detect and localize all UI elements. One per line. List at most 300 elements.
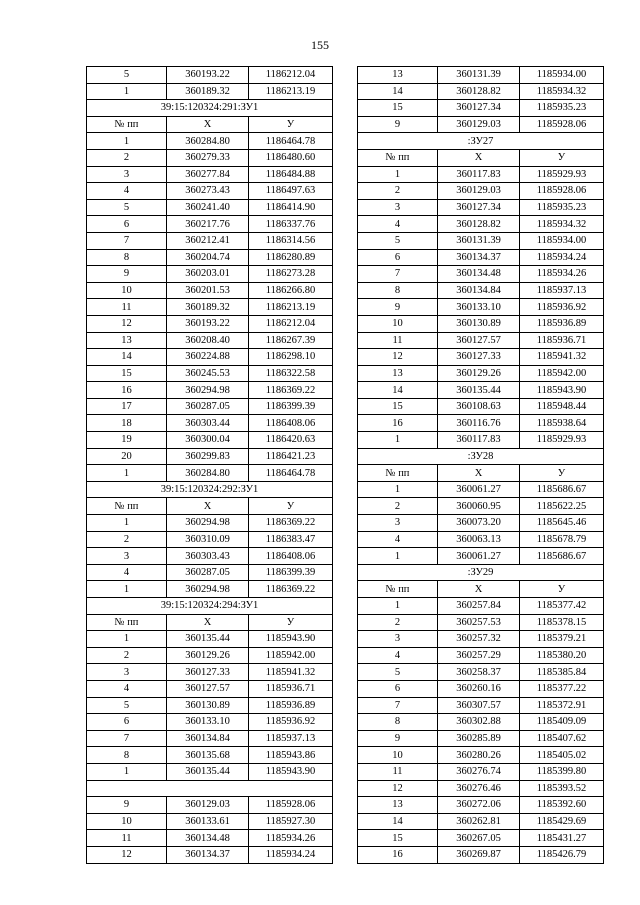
parcel-heading-row: [87, 598, 333, 615]
table-cell: 4: [87, 680, 167, 697]
table-row: [358, 747, 604, 764]
table-cell: 360257.53: [438, 614, 520, 631]
table-cell: 360257.84: [438, 598, 520, 615]
table-cell: 1185938.64: [520, 415, 604, 432]
table-cell: 1185622.25: [520, 498, 604, 515]
table-cell: 360135.44: [167, 763, 249, 780]
table-cell: 5: [358, 232, 438, 249]
table-cell: 360127.33: [167, 664, 249, 681]
table-cell: 14: [358, 382, 438, 399]
table-cell: 1185936.71: [249, 680, 333, 697]
table-cell: 12: [87, 846, 167, 863]
table-row: [358, 763, 604, 780]
table-row: [358, 415, 604, 432]
table-cell: 1185393.52: [520, 780, 604, 797]
table-cell: 1185927.30: [249, 813, 333, 830]
table-cell: 12: [358, 349, 438, 366]
table-row: [358, 332, 604, 349]
table-cell: 15: [358, 100, 438, 117]
table-row: [358, 548, 604, 565]
table-cell: 9: [87, 266, 167, 283]
table-cell: 360131.39: [438, 67, 520, 84]
blank-cell: [87, 780, 333, 797]
table-row: [87, 515, 333, 532]
parcel-heading-row: [87, 100, 333, 117]
table-cell: 1186212.04: [249, 315, 333, 332]
table-cell: 1186408.06: [249, 415, 333, 432]
table-cell: 360273.43: [167, 183, 249, 200]
table-cell: 1185928.06: [520, 183, 604, 200]
table-cell: 11: [358, 332, 438, 349]
table-cell: 1185409.09: [520, 714, 604, 731]
table-row: [358, 664, 604, 681]
table-cell: 360258.37: [438, 664, 520, 681]
table-cell: 13: [358, 67, 438, 84]
table-row: [87, 846, 333, 863]
table-row: [87, 315, 333, 332]
table-cell: 1: [87, 631, 167, 648]
table-row: [87, 797, 333, 814]
table-cell: 1: [358, 166, 438, 183]
table-cell: 6: [87, 714, 167, 731]
table-cell: 360135.68: [167, 747, 249, 764]
table-row: [87, 531, 333, 548]
table-cell: 360287.05: [167, 398, 249, 415]
table-cell: 12: [87, 315, 167, 332]
table-cell: 9: [358, 299, 438, 316]
column-header-cell: № пп: [87, 116, 167, 133]
table-row: [358, 266, 604, 283]
table-row: [87, 199, 333, 216]
table-row: [358, 398, 604, 415]
table-cell: 360134.48: [167, 830, 249, 847]
table-cell: 3: [358, 199, 438, 216]
table-cell: 1185935.23: [520, 199, 604, 216]
table-cell: 11: [87, 830, 167, 847]
table-cell: 11: [87, 299, 167, 316]
table-cell: 15: [358, 830, 438, 847]
table-row: [358, 116, 604, 133]
table-cell: 7: [358, 266, 438, 283]
table-cell: 1185372.91: [520, 697, 604, 714]
table-cell: 1: [87, 581, 167, 598]
table-cell: 360073.20: [438, 515, 520, 532]
table-row: [87, 465, 333, 482]
table-cell: 6: [358, 680, 438, 697]
table-cell: 4: [87, 183, 167, 200]
table-cell: 1185407.62: [520, 730, 604, 747]
parcel-id: :ЗУ27: [358, 133, 604, 150]
column-header-cell: Х: [167, 498, 249, 515]
table-cell: 1185929.93: [520, 432, 604, 449]
table-cell: 1185377.42: [520, 598, 604, 615]
table-row: [87, 266, 333, 283]
table-cell: 360063.13: [438, 531, 520, 548]
table-cell: 360130.89: [167, 697, 249, 714]
table-cell: 4: [358, 531, 438, 548]
table-cell: 360129.03: [438, 116, 520, 133]
table-cell: 1185429.69: [520, 813, 604, 830]
table-row: [87, 216, 333, 233]
table-row: [87, 747, 333, 764]
table-cell: 1185934.24: [520, 249, 604, 266]
parcel-id: 39:15:120324:292:ЗУ1: [87, 481, 333, 498]
table-cell: 360127.34: [438, 199, 520, 216]
table-row: [87, 149, 333, 166]
table-cell: 1185934.00: [520, 232, 604, 249]
table-row: [358, 498, 604, 515]
table-cell: 360134.37: [438, 249, 520, 266]
table-cell: 10: [358, 747, 438, 764]
table-row: [87, 813, 333, 830]
table-cell: 4: [358, 647, 438, 664]
table-cell: 1185431.27: [520, 830, 604, 847]
table-cell: 360189.32: [167, 299, 249, 316]
table-cell: 360129.26: [167, 647, 249, 664]
table-cell: 360201.53: [167, 282, 249, 299]
table-cell: 15: [358, 398, 438, 415]
table-row: [87, 166, 333, 183]
table-cell: 1185380.20: [520, 647, 604, 664]
table-row: [87, 714, 333, 731]
column-header-cell: № пп: [358, 581, 438, 598]
table-cell: 1185936.92: [520, 299, 604, 316]
table-cell: 360189.32: [167, 83, 249, 100]
parcel-heading-row: [358, 133, 604, 150]
table-row: [358, 680, 604, 697]
table-row: [87, 365, 333, 382]
table-row: [87, 680, 333, 697]
table-cell: 1186408.06: [249, 548, 333, 565]
table-cell: 360193.22: [167, 67, 249, 84]
table-row: [358, 216, 604, 233]
table-row: [87, 647, 333, 664]
column-header-cell: У: [520, 149, 604, 166]
table-cell: 360108.63: [438, 398, 520, 415]
table-cell: 360127.34: [438, 100, 520, 117]
table-cell: 1: [87, 133, 167, 150]
parcel-heading-row: [358, 448, 604, 465]
table-cell: 8: [87, 747, 167, 764]
column-header-cell: Х: [438, 465, 520, 482]
table-row: [358, 697, 604, 714]
table-cell: 5: [358, 664, 438, 681]
table-cell: 1186266.80: [249, 282, 333, 299]
table-row: [358, 631, 604, 648]
table-cell: 1186213.19: [249, 83, 333, 100]
table-cell: 1185929.93: [520, 166, 604, 183]
table-cell: 1: [87, 465, 167, 482]
table-cell: 1186369.22: [249, 515, 333, 532]
table-cell: 360287.05: [167, 564, 249, 581]
table-cell: 1185935.23: [520, 100, 604, 117]
table-cell: 13: [358, 797, 438, 814]
table-cell: 1185941.32: [520, 349, 604, 366]
table-row: [358, 315, 604, 332]
column-header-cell: № пп: [87, 614, 167, 631]
table-cell: 2: [358, 183, 438, 200]
parcel-id: 39:15:120324:291:ЗУ1: [87, 100, 333, 117]
column-header-row: [87, 498, 333, 515]
table-cell: 1186273.28: [249, 266, 333, 283]
table-cell: 360061.27: [438, 481, 520, 498]
table-row: [358, 232, 604, 249]
table-row: [358, 67, 604, 84]
table-cell: 20: [87, 448, 167, 465]
table-cell: 360257.29: [438, 647, 520, 664]
table-cell: 360307.57: [438, 697, 520, 714]
table-cell: 1186464.78: [249, 465, 333, 482]
column-header-cell: У: [249, 498, 333, 515]
table-row: [358, 780, 604, 797]
column-header-cell: У: [249, 614, 333, 631]
table-cell: 1185948.44: [520, 398, 604, 415]
table-cell: 1185936.71: [520, 332, 604, 349]
table-cell: 360269.87: [438, 846, 520, 863]
table-cell: 1186484.88: [249, 166, 333, 183]
table-row: [87, 332, 333, 349]
table-row: [358, 299, 604, 316]
column-header-cell: У: [249, 116, 333, 133]
table-cell: 1185686.67: [520, 548, 604, 565]
table-row: [87, 83, 333, 100]
table-cell: 3: [87, 166, 167, 183]
table-cell: 360257.32: [438, 631, 520, 648]
table-cell: 360294.98: [167, 581, 249, 598]
table-cell: 3: [358, 631, 438, 648]
table-cell: 360127.57: [438, 332, 520, 349]
table-cell: 2: [358, 614, 438, 631]
table-cell: 360131.39: [438, 232, 520, 249]
table-cell: 360133.10: [438, 299, 520, 316]
table-row: [358, 797, 604, 814]
table-cell: 360117.83: [438, 166, 520, 183]
table-row: [358, 282, 604, 299]
table-cell: 1185928.06: [249, 797, 333, 814]
table-cell: 1186480.60: [249, 149, 333, 166]
table-row: [358, 614, 604, 631]
table-cell: 360310.09: [167, 531, 249, 548]
table-cell: 1185936.92: [249, 714, 333, 731]
table-cell: 14: [358, 83, 438, 100]
table-cell: 360272.06: [438, 797, 520, 814]
table-cell: 360134.37: [167, 846, 249, 863]
column-header-cell: Х: [438, 581, 520, 598]
table-cell: 1185934.26: [520, 266, 604, 283]
table-cell: 360128.82: [438, 216, 520, 233]
table-row: [358, 714, 604, 731]
table-cell: 2: [87, 647, 167, 664]
table-cell: 1: [87, 515, 167, 532]
table-row: [358, 598, 604, 615]
table-cell: 2: [87, 531, 167, 548]
table-row: [87, 564, 333, 581]
table-row: [358, 349, 604, 366]
table-cell: 1185399.80: [520, 763, 604, 780]
table-row: [87, 581, 333, 598]
table-cell: 5: [87, 697, 167, 714]
table-cell: 360241.40: [167, 199, 249, 216]
table-cell: 360284.80: [167, 133, 249, 150]
table-cell: 17: [87, 398, 167, 415]
table-row: [358, 515, 604, 532]
table-cell: 360224.88: [167, 349, 249, 366]
table-row: [87, 830, 333, 847]
table-cell: 1: [358, 548, 438, 565]
table-row: [87, 249, 333, 266]
table-row: [87, 448, 333, 465]
table-cell: 5: [87, 67, 167, 84]
coordinates-table-left: [86, 66, 333, 864]
table-cell: 360128.82: [438, 83, 520, 100]
table-cell: 360300.04: [167, 432, 249, 449]
table-cell: 360217.76: [167, 216, 249, 233]
table-cell: 1185934.24: [249, 846, 333, 863]
table-cell: 1186298.10: [249, 349, 333, 366]
table-row: [87, 299, 333, 316]
table-row: [358, 647, 604, 664]
table-cell: 360134.84: [167, 730, 249, 747]
table-cell: 360212.41: [167, 232, 249, 249]
table-cell: 360129.03: [167, 797, 249, 814]
column-header-row: [87, 614, 333, 631]
table-cell: 6: [87, 216, 167, 233]
table-cell: 360294.98: [167, 382, 249, 399]
table-cell: 360204.74: [167, 249, 249, 266]
table-cell: 1186314.56: [249, 232, 333, 249]
table-cell: 10: [87, 813, 167, 830]
table-row: [87, 432, 333, 449]
table-cell: 1: [87, 763, 167, 780]
column-header-row: [87, 116, 333, 133]
column-header-row: [358, 465, 604, 482]
table-row: [87, 697, 333, 714]
table-row: [358, 382, 604, 399]
table-cell: 1185678.79: [520, 531, 604, 548]
table-row: [87, 67, 333, 84]
parcel-heading-row: [358, 564, 604, 581]
table-row: [358, 249, 604, 266]
table-cell: 15: [87, 365, 167, 382]
blank-row: [87, 780, 333, 797]
table-cell: 7: [87, 232, 167, 249]
table-cell: 360134.48: [438, 266, 520, 283]
table-cell: 13: [87, 332, 167, 349]
table-cell: 13: [358, 365, 438, 382]
table-cell: 360116.76: [438, 415, 520, 432]
table-cell: 360130.89: [438, 315, 520, 332]
table-cell: 1: [358, 481, 438, 498]
table-cell: 1186399.39: [249, 564, 333, 581]
table-cell: 1185942.00: [520, 365, 604, 382]
table-row: [358, 813, 604, 830]
table-cell: 1185943.86: [249, 747, 333, 764]
table-cell: 1185934.26: [249, 830, 333, 847]
table-cell: 1186420.63: [249, 432, 333, 449]
table-cell: 1: [358, 598, 438, 615]
table-cell: 360279.33: [167, 149, 249, 166]
table-row: [358, 199, 604, 216]
table-cell: 1185405.02: [520, 747, 604, 764]
table-cell: 16: [358, 846, 438, 863]
table-cell: 11: [358, 763, 438, 780]
column-header-cell: У: [520, 465, 604, 482]
table-cell: 1185937.13: [249, 730, 333, 747]
table-cell: 360280.26: [438, 747, 520, 764]
column-header-cell: Х: [167, 614, 249, 631]
table-cell: 360208.40: [167, 332, 249, 349]
table-cell: 1186369.22: [249, 382, 333, 399]
table-cell: 7: [87, 730, 167, 747]
parcel-id: 39:15:120324:294:ЗУ1: [87, 598, 333, 615]
table-row: [87, 548, 333, 565]
table-cell: 1186213.19: [249, 299, 333, 316]
table-cell: 360193.22: [167, 315, 249, 332]
table-cell: 1185426.79: [520, 846, 604, 863]
table-cell: 1185378.15: [520, 614, 604, 631]
table-cell: 360284.80: [167, 465, 249, 482]
table-cell: 1185934.00: [520, 67, 604, 84]
table-cell: 10: [358, 315, 438, 332]
table-cell: 16: [87, 382, 167, 399]
column-header-cell: У: [520, 581, 604, 598]
table-cell: 360276.74: [438, 763, 520, 780]
table-cell: 1185392.60: [520, 797, 604, 814]
table-cell: 10: [87, 282, 167, 299]
table-cell: 3: [87, 548, 167, 565]
table-cell: 1186464.78: [249, 133, 333, 150]
column-header-row: [358, 581, 604, 598]
table-cell: 4: [358, 216, 438, 233]
table-cell: 1186421.23: [249, 448, 333, 465]
table-cell: 1: [358, 432, 438, 449]
column-header-cell: № пп: [87, 498, 167, 515]
table-cell: 1185943.90: [249, 763, 333, 780]
parcel-id: :ЗУ29: [358, 564, 604, 581]
table-cell: 9: [358, 730, 438, 747]
table-cell: 360135.44: [167, 631, 249, 648]
table-row: [358, 432, 604, 449]
table-cell: 360277.84: [167, 166, 249, 183]
table-cell: 12: [358, 780, 438, 797]
table-cell: 360294.98: [167, 515, 249, 532]
table-cell: 360060.95: [438, 498, 520, 515]
table-cell: 360267.05: [438, 830, 520, 847]
table-cell: 1185934.32: [520, 216, 604, 233]
table-cell: 360299.83: [167, 448, 249, 465]
table-cell: 1186212.04: [249, 67, 333, 84]
table-row: [87, 664, 333, 681]
table-cell: 360134.84: [438, 282, 520, 299]
table-row: [358, 531, 604, 548]
table-cell: 360276.46: [438, 780, 520, 797]
page-number: 155: [311, 38, 329, 52]
table-row: [87, 349, 333, 366]
table-cell: 5: [87, 199, 167, 216]
table-cell: 8: [358, 714, 438, 731]
table-cell: 360203.01: [167, 266, 249, 283]
table-cell: 360262.81: [438, 813, 520, 830]
table-cell: 1185385.84: [520, 664, 604, 681]
table-cell: 3: [358, 515, 438, 532]
table-cell: 1185936.89: [249, 697, 333, 714]
table-row: [87, 232, 333, 249]
table-row: [87, 183, 333, 200]
table-cell: 1185941.32: [249, 664, 333, 681]
table-cell: 1185936.89: [520, 315, 604, 332]
table-cell: 16: [358, 415, 438, 432]
table-cell: 8: [358, 282, 438, 299]
